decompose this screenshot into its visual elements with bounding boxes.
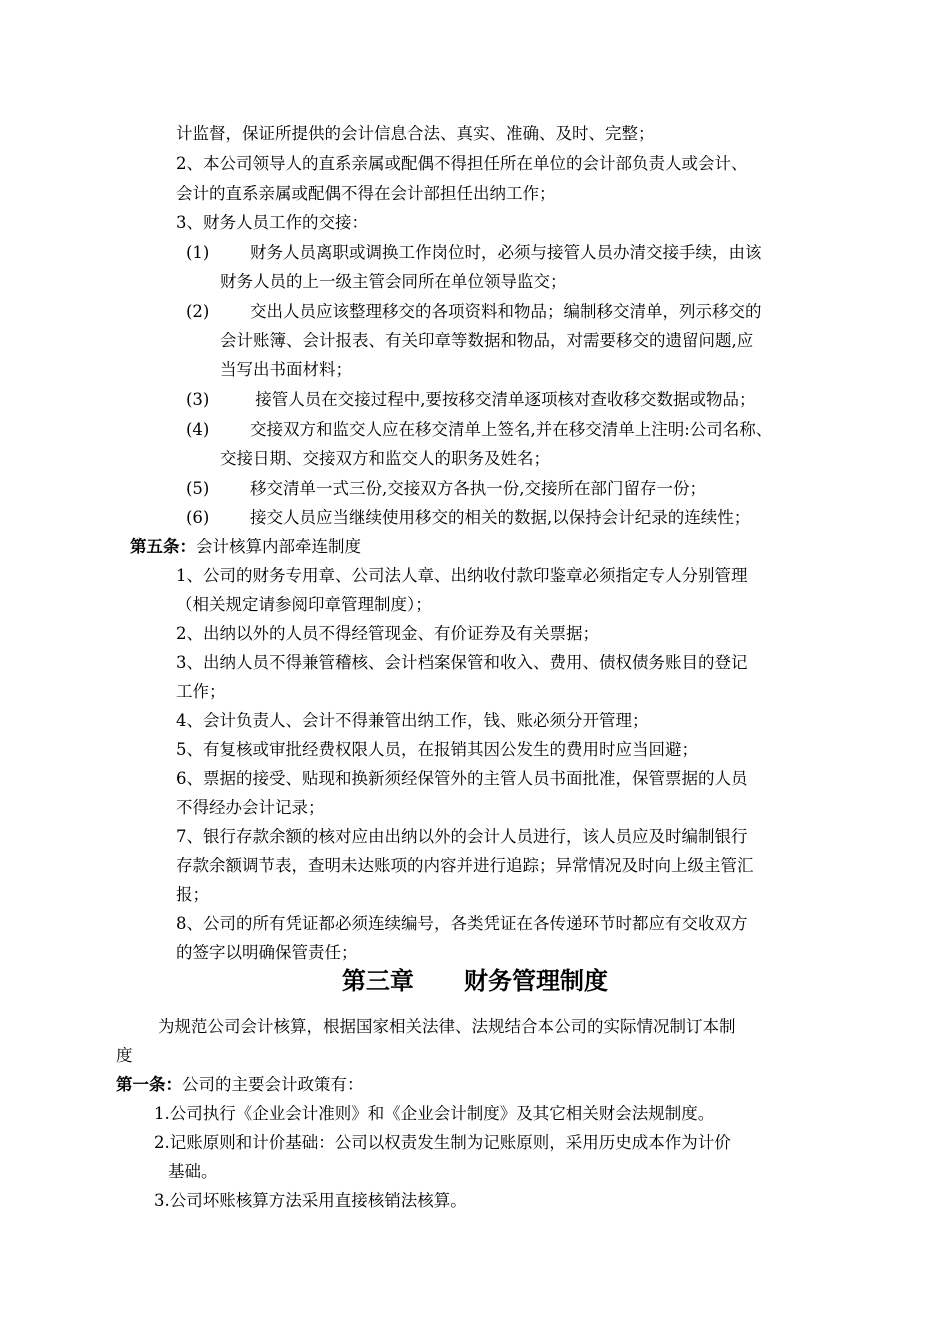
handover-item-2 [186,302,762,322]
article-5-line: 2、出纳以外的人员不得经管现金、有价证券及有关票据； [176,624,599,643]
article-5-line: （相关规定请参阅印章管理制度）； [176,595,432,614]
handover-item-2-cont: 会计账簿、会计报表、有关印章等数据和物品，对需要移交的遗留问题,应 [220,331,754,350]
handover-item-3 [186,390,756,410]
item-number: (1) [186,243,210,262]
policy-item: 2.记账原则和计价基础：公司以权责发生制为记账原则，采用历史成本作为计价 [154,1133,731,1152]
handover-item-4 [186,420,772,440]
item-number: (3) [186,390,210,409]
policy-item: 3.公司坏账核算方法采用直接核销法核算。 [154,1191,467,1210]
article-5-line: 5、有复核或审批经费权限人员，在报销其因公发生的费用时应当回避； [176,740,698,759]
article-5-line: 1、公司的财务专用章、公司法人章、出纳收付款印鉴章必须指定专人分别管理 [176,566,748,585]
handover-item-5 [186,479,706,499]
article-5-heading [130,537,361,557]
handover-item-1-cont: 财务人员的上一级主管会同所在单位领导监交； [220,272,567,291]
article-5-line: 存款余额调节表，查明未达账项的内容并进行追踪；异常情况及时向上级主管汇 [176,856,754,875]
intro-line: 2、本公司领导人的直系亲属或配偶不得担任所在单位的会计部负责人或会计、 [176,154,748,173]
intro-line: 3、财务人员工作的交接： [176,213,368,232]
article-5-line: 7、银行存款余额的核对应由出纳以外的会计人员进行，该人员应及时编制银行 [176,827,748,846]
item-number: (4) [186,420,210,439]
item-text: 接管人员在交接过程中,要按移交清单逐项核对查收移交数据或物品； [250,390,756,409]
article-5-line: 4、会计负责人、会计不得兼管出纳工作，钱、账必须分开管理； [176,711,649,730]
item-number: (5) [186,479,210,498]
article-5-line: 的签字以明确保管责任； [176,943,358,962]
handover-item-1 [186,243,762,263]
article-5-line: 不得经办会计记录； [176,798,325,817]
article-5-line: 工作； [176,682,226,701]
handover-item-6 [186,508,750,528]
article-title: 公司的主要会计政策有： [182,1075,364,1094]
item-number: (2) [186,302,210,321]
chapter-intro-line: 为规范公司会计核算，根据国家相关法律、法规结合本公司的实际情况制订本制 [158,1017,736,1036]
policy-item: 1.公司执行《企业会计准则》和《企业会计制度》及其它相关财会法规制度。 [154,1104,715,1123]
article-title: 会计核算内部牵连制度 [196,537,361,556]
article-5-line: 报； [176,885,209,904]
article-5-line: 3、出纳人员不得兼管稽核、会计档案保管和收入、费用、债权债务账目的登记 [176,653,748,672]
item-text: 接交人员应当继续使用移交的相关的数据,以保持会计纪录的连续性； [250,508,751,527]
article-label: 第一条： [116,1075,182,1094]
item-text: 交出人员应该整理移交的各项资料和物品；编制移交清单，列示移交的 [250,302,762,321]
handover-item-4-cont: 交接日期、交接双方和监交人的职务及姓名； [220,449,550,468]
article-1-heading [116,1075,364,1095]
chapter-title: 第三章 财务管理制度 [341,966,609,995]
chapter-intro-line: 度 [116,1046,133,1065]
policy-item-cont: 基础。 [168,1162,218,1181]
item-text: 财务人员离职或调换工作岗位时，必须与接管人员办清交接手续，由该 [250,243,762,262]
article-5-line: 6、票据的接受、贴现和换新须经保管外的主管人员书面批准，保管票据的人员 [176,769,748,788]
intro-line: 会计的直系亲属或配偶不得在会计部担任出纳工作； [176,184,556,203]
handover-item-2-cont: 当写出书面材料； [220,360,352,379]
item-text: 移交清单一式三份,交接双方各执一份,交接所在部门留存一份； [250,479,706,498]
item-text: 交接双方和监交人应在移交清单上签名,并在移交清单上注明:公司名称、 [250,420,773,439]
item-number: (6) [186,508,210,527]
intro-line: 计监督，保证所提供的会计信息合法、真实、准确、及时、完整； [176,124,655,143]
article-label: 第五条： [130,537,196,556]
article-5-line: 8、公司的所有凭证都必须连续编号，各类凭证在各传递环节时都应有交收双方 [176,914,748,933]
